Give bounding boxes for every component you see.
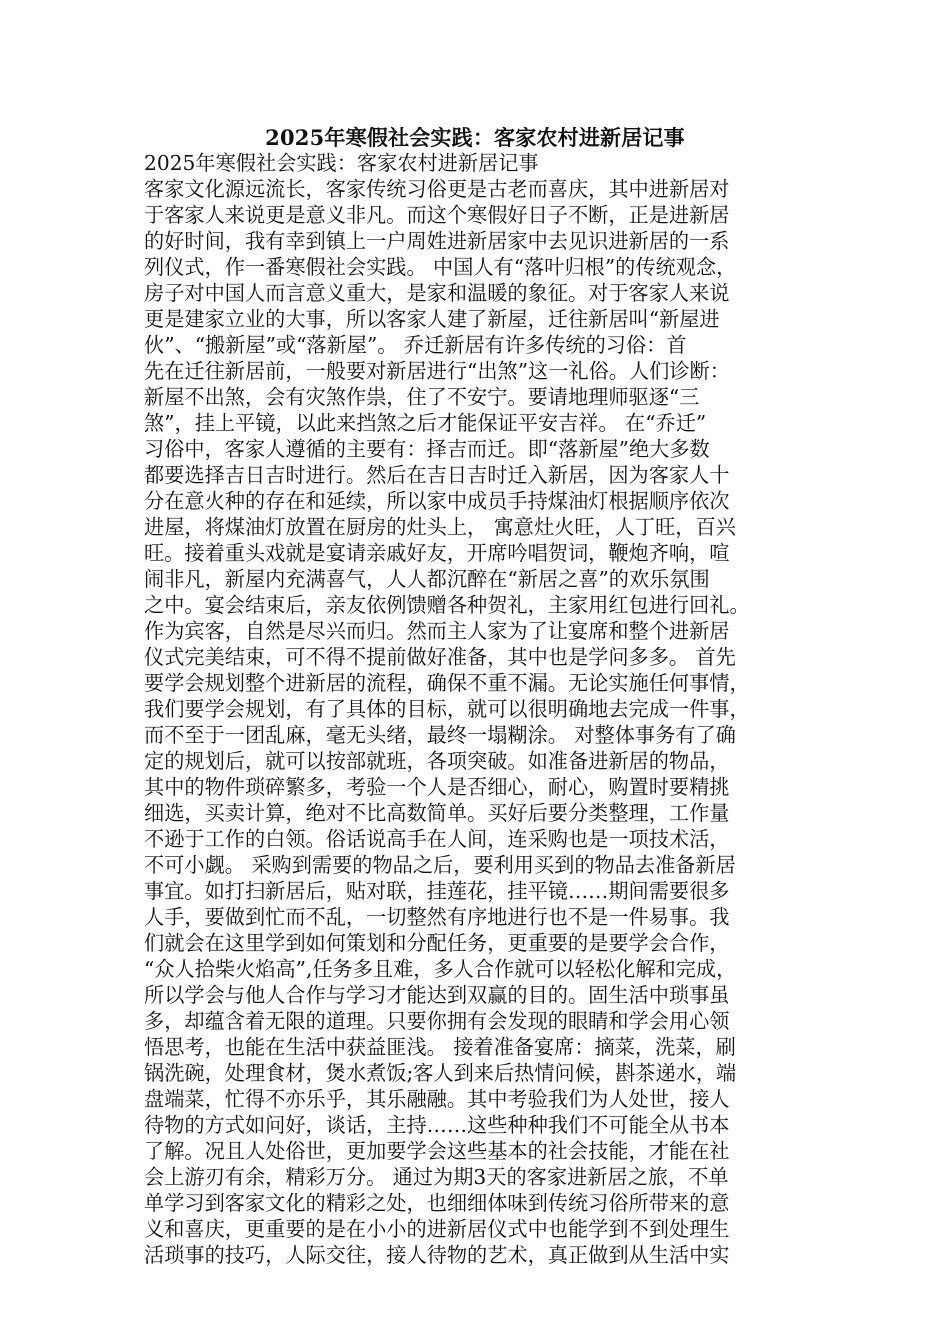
body-text-line: 活琐事的技巧，人际交往，接人待物的艺术，真正做到从生活中实 xyxy=(144,1243,730,1267)
body-text-line: 锅洗碗，处理食材，煲水煮饭;客人到来后热情问候，斟茶递水，端 xyxy=(144,1061,737,1085)
body-text-line: “众人拾柴火焰高”,任务多且难，多人合作就可以轻松化解和完成， xyxy=(144,957,737,981)
body-text-line: 新屋不出煞，会有灾煞作祟，住了不安宁。要请地理师驱逐“三 xyxy=(144,385,700,409)
body-text-line: 单学习到客家文化的精彩之处，也细细体味到传统习俗所带来的意 xyxy=(144,1191,730,1215)
body-text-line: 客家文化源远流长，客家传统习俗更是古老而喜庆，其中进新居对 xyxy=(144,177,730,201)
body-text-line: 细选，买卖计算，绝对不比高数简单。买好后要分类整理，工作量 xyxy=(144,801,730,825)
body-text-line: 煞”，挂上平镜，以此来挡煞之后才能保证平安吉祥。 在“乔迁” xyxy=(144,411,707,435)
body-text-line: 事宜。如打扫新居后，贴对联，挂莲花，挂平镜……期间需要很多 xyxy=(144,879,730,903)
body-text-line: 闹非凡，新屋内充满喜气，人人都沉醉在“新居之喜”的欢乐氛围 xyxy=(144,567,710,591)
document-body xyxy=(144,150,816,1268)
body-text-line: 悟思考，也能在生活中获益匪浅。 接着准备宴席：摘菜，洗菜，刷 xyxy=(144,1035,736,1059)
body-text-line: 之中。宴会结束后，亲友依例馈赠各种贺礼，主家用红包进行回礼。 xyxy=(144,593,750,617)
body-text-line: 进屋，将煤油灯放置在厨房的灶头上， 寓意灶火旺，人丁旺，百兴 xyxy=(144,515,736,539)
body-text-line: 不逊于工作的白领。俗话说高手在人间，连采购也是一项技术活， xyxy=(144,827,730,851)
document-title: 2025年寒假社会实践：客家农村进新居记事 xyxy=(265,125,685,150)
body-text-line: 们就会在这里学到如何策划和分配任务，更重要的是要学会合作， xyxy=(144,931,730,955)
body-text-line: 待物的方式如问好，谈话，主持……这些种种我们不可能全从书本 xyxy=(144,1113,730,1137)
body-text-line: 我们要学会规划，有了具体的目标，就可以很明确地去完成一件事， xyxy=(144,697,750,721)
body-text-line: 仪式完美结束，可不得不提前做好准备，其中也是学问多多。 首先 xyxy=(144,645,736,669)
body-text-line: 的好时间，我有幸到镇上一户周姓进新居家中去见识进新居的一系 xyxy=(144,229,730,253)
body-text-line: 而不至于一团乱麻，毫无头绪，最终一塌糊涂。 对整体事务有了确 xyxy=(144,723,736,747)
body-text-line: 盘端菜，忙得不亦乐乎，其乐融融。其中考验我们为人处世，接人 xyxy=(144,1087,730,1111)
body-text-line: 更是建家立业的大事，所以客家人建了新屋，迁往新居叫“新屋进 xyxy=(144,307,720,331)
body-text-line: 都要选择吉日吉时进行。然后在吉日吉时迁入新居，因为客家人十 xyxy=(144,463,730,487)
body-text-line: 列仪式，作一番寒假社会实践。 中国人有“落叶归根”的传统观念， xyxy=(144,255,737,279)
body-text-line: 定的规划后，就可以按部就班，各项突破。如准备进新居的物品， xyxy=(144,749,730,773)
body-text-line: 义和喜庆，更重要的是在小小的进新居仪式中也能学到不到处理生 xyxy=(144,1217,730,1241)
body-text-line: 伙”、“搬新屋”或“落新屋”。 乔迁新居有许多传统的习俗：首 xyxy=(144,333,687,357)
body-text-line: 会上游刃有余，精彩万分。 通过为期3天的客家进新居之旅，不单 xyxy=(144,1165,729,1189)
body-text-line: 了解。况且人处俗世，更加要学会这些基本的社会技能，才能在社 xyxy=(144,1139,730,1163)
body-text-line: 分在意火种的存在和延续，所以家中成员手持煤油灯根据顺序依次 xyxy=(144,489,730,513)
body-text-line: 房子对中国人而言意义重大，是家和温暖的象征。对于客家人来说 xyxy=(144,281,730,305)
body-text-line: 先在迁往新居前，一般要对新居进行“出煞”这一礼俗。人们诊断： xyxy=(144,359,730,383)
body-text-line: 人手，要做到忙而不乱，一切整然有序地进行也不是一件易事。我 xyxy=(144,905,730,929)
body-text-line: 多，却蕴含着无限的道理。只要你拥有会发现的眼睛和学会用心领 xyxy=(144,1009,730,1033)
body-text-line: 作为宾客，自然是尽兴而归。然而主人家为了让宴席和整个进新居 xyxy=(144,619,730,643)
body-text-line: 不可小觑。 采购到需要的物品之后，要利用买到的物品去准备新居 xyxy=(144,853,736,877)
body-text-line: 其中的物件琐碎繁多，考验一个人是否细心，耐心，购置时要精挑 xyxy=(144,775,730,799)
body-text-line: 于客家人来说更是意义非凡。而这个寒假好日子不断，正是进新居 xyxy=(144,203,730,227)
body-text-line: 要学会规划整个进新居的流程，确保不重不漏。无论实施任何事情， xyxy=(144,671,750,695)
body-text-line: 所以学会与他人合作与学习才能达到双赢的目的。固生活中琐事虽 xyxy=(144,983,730,1007)
document-subtitle-line: 2025年寒假社会实践：客家农村进新居记事 xyxy=(144,151,539,175)
body-text-line: 旺。接着重头戏就是宴请亲戚好友，开席吟唱贺词，鞭炮齐响，喧 xyxy=(144,541,730,565)
body-text-line: 习俗中，客家人遵循的主要有：择吉而迁。即“落新屋”绝大多数 xyxy=(144,437,710,461)
